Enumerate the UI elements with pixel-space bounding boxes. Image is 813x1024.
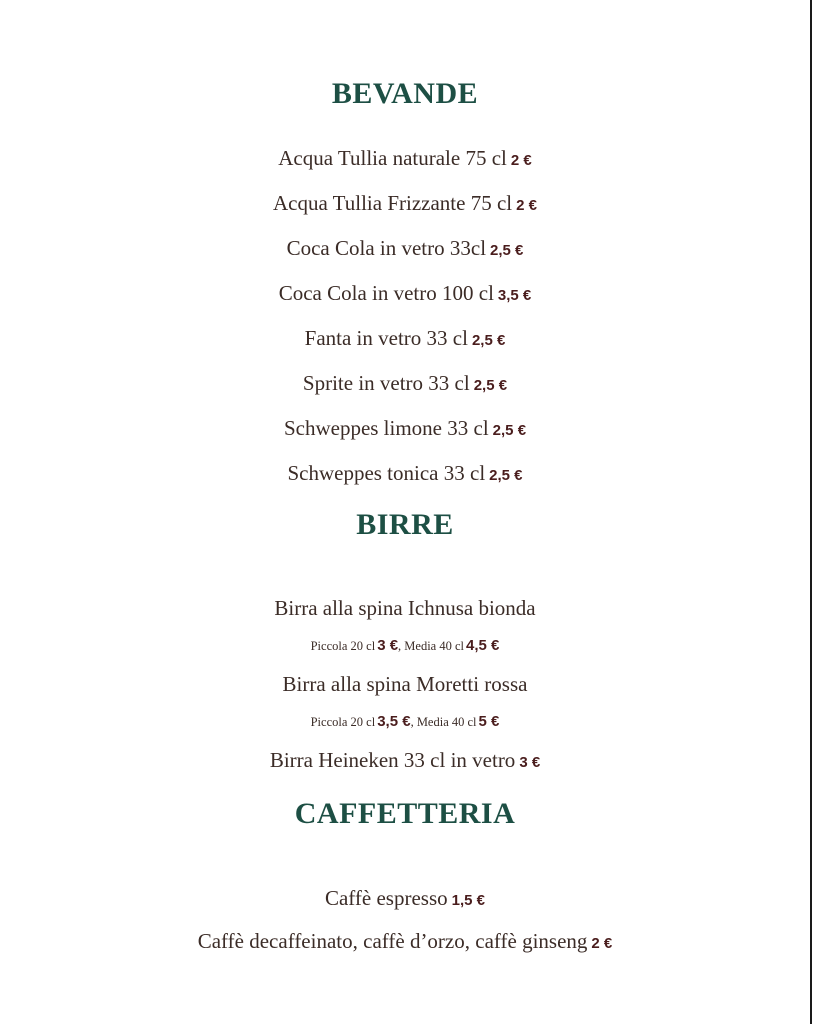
item-price: 3,5 €	[497, 287, 532, 304]
menu-item	[0, 227, 810, 272]
menu-item	[0, 589, 810, 627]
item-name: Coca Cola in vetro 33cl	[286, 236, 487, 260]
size-label: Media 40 cl	[404, 639, 465, 653]
item-name: Birra alla spina Moretti rossa	[282, 672, 528, 696]
item-sizes	[0, 627, 810, 665]
size-price: 4,5 €	[466, 637, 500, 654]
item-name: Fanta in vetro 33 cl	[304, 326, 468, 350]
menu-item	[0, 362, 810, 407]
item-price: 2,5 €	[489, 467, 523, 484]
section-caffetteria	[0, 794, 810, 964]
item-price: 2,5 €	[471, 332, 506, 349]
menu-item	[0, 741, 810, 782]
section-title: BEVANDE	[331, 77, 479, 110]
menu-item	[0, 921, 810, 964]
item-price: 2,5 €	[492, 422, 527, 439]
item-name: Coca Cola in vetro 100 cl	[278, 281, 494, 305]
item-name: Caffè espresso	[324, 886, 448, 910]
item-name: Acqua Tullia Frizzante 75 cl	[273, 191, 513, 215]
item-sizes	[0, 703, 810, 741]
menu-item	[0, 665, 810, 703]
menu-item	[0, 272, 810, 317]
menu-item	[0, 878, 810, 921]
item-price: 1,5 €	[451, 892, 486, 909]
item-price: 3 €	[519, 754, 541, 771]
item-price: 2 €	[516, 197, 537, 214]
item-price: 2 €	[591, 935, 613, 952]
section-title: CAFFETTERIA	[294, 797, 516, 830]
size-label: Piccola 20 cl	[310, 715, 376, 729]
item-price: 2 €	[510, 152, 532, 169]
page-edge-divider	[810, 0, 812, 1024]
item-price: 2,5 €	[473, 377, 508, 394]
section-birre	[0, 505, 810, 782]
size-price: 3,5 €	[377, 713, 411, 730]
size-price: 5 €	[478, 713, 500, 730]
item-name: Schweppes limone 33 cl	[283, 416, 489, 440]
separator: ,	[398, 639, 405, 653]
item-name: Acqua Tullia naturale 75 cl	[278, 146, 507, 170]
item-name: Birra Heineken 33 cl in vetro	[269, 748, 516, 772]
menu-item	[0, 317, 810, 362]
separator: ,	[410, 715, 417, 729]
size-label: Piccola 20 cl	[310, 639, 376, 653]
menu-item	[0, 452, 810, 497]
item-name: Birra alla spina Ichnusa bionda	[274, 596, 536, 620]
menu-item	[0, 182, 810, 227]
item-price: 2,5 €	[490, 242, 524, 259]
section-bevande	[0, 74, 810, 497]
menu-item	[0, 137, 810, 182]
section-title: BIRRE	[356, 508, 454, 541]
size-price: 3 €	[377, 637, 399, 654]
menu-item	[0, 407, 810, 452]
item-name: Sprite in vetro 33 cl	[302, 371, 470, 395]
item-name: Caffè decaffeinato, caffè d’orzo, caffè ginseng	[197, 929, 588, 953]
size-label: Media 40 cl	[416, 715, 477, 729]
item-name: Schweppes tonica 33 cl	[287, 461, 486, 485]
